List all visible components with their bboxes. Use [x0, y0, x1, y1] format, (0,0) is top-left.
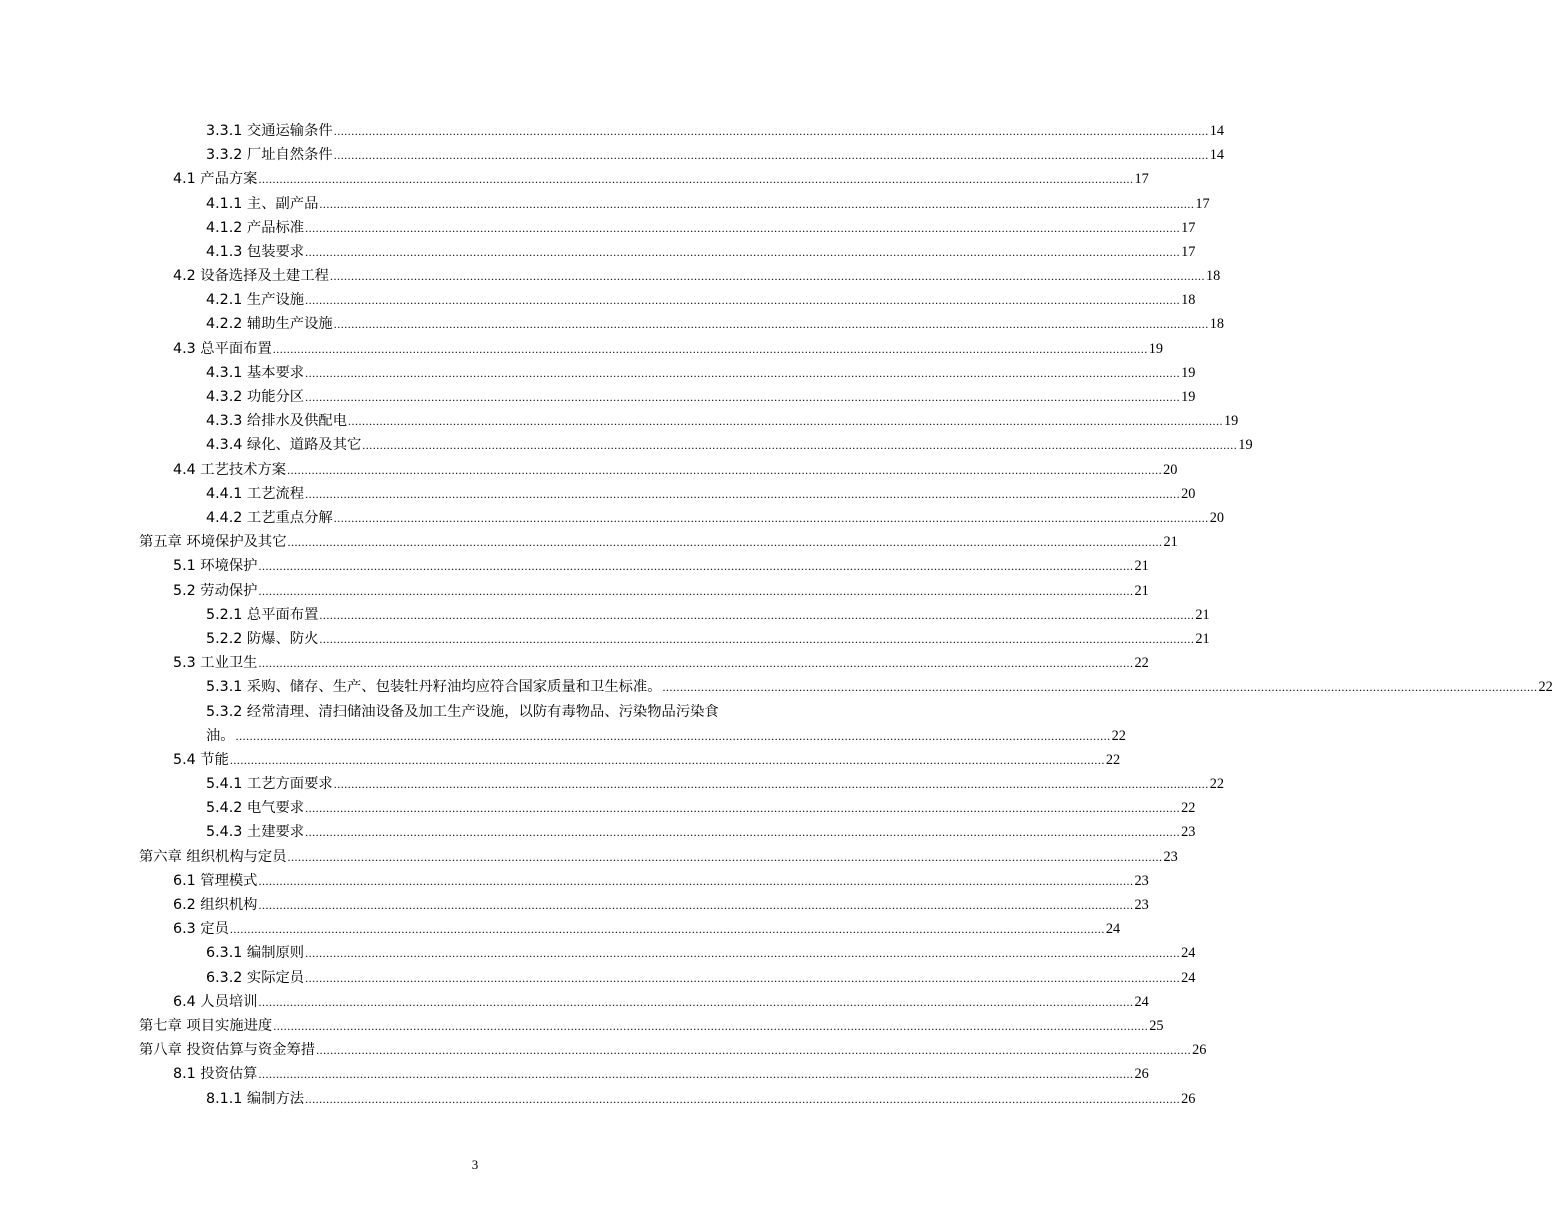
toc-entry-title: 4.2 设备选择及土建工程 [173, 268, 329, 285]
toc-leader-dots [330, 264, 1205, 288]
toc-entry[interactable] [0, 772, 1224, 796]
toc-entry[interactable] [0, 820, 1196, 844]
toc-page-number: 19 [1181, 364, 1196, 381]
toc-leader-dots [663, 675, 1538, 699]
toc-page-number: 26 [1134, 1066, 1149, 1083]
toc-page-number: 21 [1195, 606, 1210, 623]
toc-page-number: 23 [1134, 872, 1149, 889]
toc-leader-dots [258, 1062, 1133, 1086]
toc-page-number: 20 [1163, 461, 1178, 478]
toc-entry-title: 5.3 工业卫生 [173, 655, 258, 672]
toc-leader-dots [305, 216, 1180, 240]
toc-entry-title: 第八章 投资估算与资金筹措 [139, 1042, 316, 1059]
toc-entry[interactable] [0, 917, 1121, 941]
toc-entry[interactable] [0, 700, 1126, 748]
toc-entry[interactable] [0, 627, 1210, 651]
toc-leader-dots [319, 603, 1194, 627]
toc-leader-dots [319, 627, 1194, 651]
toc-leader-dots [288, 845, 1163, 869]
toc-leader-dots [258, 651, 1133, 675]
toc-entry-title: 4.2.2 辅助生产设施 [206, 316, 333, 333]
toc-entry-title: 8.1 投资估算 [173, 1066, 258, 1083]
toc-entry-title: 5.3.2 经常清理、清扫储油设备及加工生产设施，以防有毒物品、污染物品污染食 [206, 703, 719, 720]
toc-entry-title: 6.2 组织机构 [173, 897, 258, 913]
toc-page-number: 17 [1134, 171, 1149, 188]
toc-entry-title-continued: 油。 [206, 727, 235, 744]
toc-entry[interactable] [0, 1014, 1164, 1038]
toc-page-number: 25 [1149, 1017, 1164, 1034]
toc-entry[interactable] [0, 966, 1196, 990]
toc-leader-dots [334, 506, 1209, 530]
toc-entry-title: 4.2.1 生产设施 [206, 292, 305, 309]
toc-leader-dots [305, 385, 1180, 409]
toc-leader-dots [258, 990, 1133, 1014]
toc-entry-title: 6.3.2 实际定员 [206, 969, 305, 986]
toc-entry-title: 5.4.2 电气要求 [206, 800, 305, 817]
toc-entry[interactable] [0, 192, 1210, 216]
toc-entry[interactable] [0, 675, 1553, 699]
toc-page-number: 22 [1209, 776, 1224, 793]
toc-page-number: 24 [1181, 945, 1196, 962]
toc-leader-dots [334, 119, 1209, 143]
toc-leader-dots [258, 167, 1133, 191]
toc-entry[interactable] [0, 337, 1164, 361]
toc-entry-title: 5.2.1 总平面布置 [206, 606, 319, 623]
toc-leader-dots [362, 433, 1237, 457]
toc-page-number: 22 [1105, 751, 1121, 768]
toc-page-number: 20 [1209, 509, 1224, 526]
toc-leader-dots [305, 240, 1180, 264]
toc-entry[interactable] [0, 240, 1196, 264]
toc-entry[interactable] [0, 288, 1196, 312]
toc-page-number: 19 [1224, 413, 1239, 430]
toc-entry-title: 3.3.1 交通运输条件 [206, 122, 333, 139]
toc-page-number: 19 [1238, 437, 1253, 454]
toc-leader-dots [258, 554, 1133, 578]
toc-entry[interactable] [0, 433, 1253, 457]
toc-leader-dots [236, 724, 1111, 748]
toc-entry-title: 5.4.1 工艺方面要求 [206, 776, 333, 793]
toc-entry-title: 5.3.1 采购、储存、生产、包装牡丹籽油均应符合国家质量和卫生标准。 [206, 679, 662, 696]
toc-entry[interactable] [0, 941, 1196, 965]
toc-leader-dots [334, 772, 1209, 796]
toc-page-number: 23 [1134, 897, 1149, 913]
toc-entry-title: 5.2.2 防爆、防火 [206, 630, 319, 647]
toc-entry-title: 4.1.3 包装要求 [206, 243, 305, 260]
toc-page-number: 24 [1105, 921, 1121, 938]
toc-entry[interactable] [0, 482, 1196, 506]
toc-page-number: 22 [1181, 800, 1196, 817]
toc-entry-title: 8.1.1 编制方法 [206, 1090, 305, 1107]
toc-page-number: 21 [1134, 558, 1149, 575]
toc-leader-dots [258, 579, 1133, 603]
toc-entry[interactable] [0, 264, 1221, 288]
toc-entry[interactable] [0, 603, 1210, 627]
toc-leader-dots [305, 966, 1180, 990]
toc-entry-title: 4.4.1 工艺流程 [206, 485, 305, 502]
toc-leader-dots [348, 409, 1223, 433]
toc-entry[interactable] [0, 385, 1196, 409]
toc-leader-dots [305, 361, 1180, 385]
toc-page-number: 22 [1134, 655, 1149, 672]
toc-page-number: 14 [1209, 122, 1224, 139]
toc-entry-title: 5.2 劳动保护 [173, 582, 258, 599]
toc-entry-title: 4.1.2 产品标准 [206, 219, 305, 236]
toc-leader-dots [288, 530, 1163, 554]
toc-entry-title: 4.3 总平面布置 [173, 340, 272, 357]
toc-page-number: 21 [1163, 534, 1178, 551]
toc-entry[interactable] [0, 990, 1149, 1014]
toc-page-number: 23 [1181, 824, 1196, 841]
toc-entry[interactable] [0, 1062, 1149, 1086]
toc-page-number: 24 [1181, 969, 1196, 986]
toc-page-number: 26 [1192, 1042, 1207, 1059]
toc-entry[interactable] [0, 869, 1149, 893]
table-of-contents [0, 119, 1553, 1111]
toc-leader-dots [334, 143, 1209, 167]
toc-entry[interactable] [0, 313, 1224, 337]
toc-entry-title: 6.1 管理模式 [173, 872, 258, 889]
toc-entry[interactable] [0, 845, 1178, 869]
toc-entry-title: 6.4 人员培训 [173, 993, 258, 1010]
toc-page-number: 17 [1181, 243, 1196, 260]
toc-leader-dots [230, 748, 1105, 772]
toc-entry-title: 4.1.1 主、副产品 [206, 195, 319, 212]
toc-entry-title: 4.3.3 给排水及供配电 [206, 413, 347, 430]
toc-leader-dots [258, 893, 1133, 917]
toc-entry-title: 第六章 组织机构与定员 [139, 848, 287, 865]
toc-entry[interactable] [0, 530, 1178, 554]
toc-entry-title: 4.4 工艺技术方案 [173, 461, 287, 478]
toc-leader-dots [287, 458, 1162, 482]
toc-page-number: 21 [1195, 630, 1210, 647]
toc-page-number: 21 [1134, 582, 1149, 599]
toc-entry[interactable] [0, 361, 1196, 385]
toc-entry-title: 4.4.2 工艺重点分解 [206, 509, 333, 526]
toc-page-number: 22 [1538, 679, 1553, 696]
toc-entry-title: 5.1 环境保护 [173, 558, 258, 575]
toc-leader-dots [273, 337, 1148, 361]
toc-entry-title: 6.3 定员 [173, 921, 229, 938]
toc-leader-dots [316, 1038, 1191, 1062]
toc-leader-dots [334, 312, 1209, 336]
toc-entry[interactable] [0, 216, 1196, 240]
toc-entry-title: 第五章 环境保护及其它 [139, 534, 287, 551]
toc-entry[interactable] [0, 1038, 1207, 1062]
toc-page-number: 18 [1205, 268, 1221, 285]
toc-leader-dots [273, 1014, 1148, 1038]
toc-entry[interactable] [0, 409, 1239, 433]
toc-entry-title: 3.3.2 厂址自然条件 [206, 147, 333, 164]
toc-leader-dots [305, 820, 1180, 844]
toc-entry[interactable] [0, 796, 1196, 820]
toc-page-number: 18 [1209, 316, 1224, 333]
toc-leader-dots [305, 796, 1180, 820]
toc-leader-dots [319, 192, 1194, 216]
toc-page-number: 19 [1181, 389, 1196, 406]
toc-entry[interactable] [0, 167, 1149, 191]
toc-entry-title: 4.1 产品方案 [173, 171, 258, 188]
toc-entry-title: 4.3.2 功能分区 [206, 389, 305, 406]
toc-leader-dots [258, 869, 1133, 893]
toc-leader-dots [230, 917, 1105, 941]
page-number: 3 [471, 1157, 479, 1172]
toc-entry-title: 6.3.1 编制原则 [206, 945, 305, 962]
toc-entry[interactable] [0, 651, 1149, 675]
toc-entry[interactable] [0, 579, 1149, 603]
toc-page-number: 14 [1209, 147, 1224, 164]
toc-entry[interactable] [0, 143, 1224, 167]
toc-page-number: 23 [1163, 848, 1178, 865]
toc-leader-dots [305, 941, 1180, 965]
toc-entry[interactable] [0, 554, 1149, 578]
toc-leader-dots [305, 1087, 1180, 1111]
toc-page-number: 17 [1195, 195, 1210, 212]
toc-entry[interactable] [0, 119, 1224, 143]
toc-page-number: 24 [1134, 993, 1149, 1010]
toc-page-number: 20 [1181, 485, 1196, 502]
toc-leader-dots [305, 288, 1180, 312]
toc-page-number: 19 [1148, 340, 1164, 357]
toc-entry-title: 4.3.4 绿化、道路及其它 [206, 437, 362, 454]
toc-entry[interactable] [0, 458, 1178, 482]
toc-entry[interactable] [0, 1087, 1196, 1111]
toc-entry-title: 第七章 项目实施进度 [139, 1017, 273, 1034]
toc-leader-dots [305, 482, 1180, 506]
toc-page-number: 18 [1181, 292, 1196, 309]
toc-entry[interactable] [0, 748, 1121, 772]
toc-entry[interactable] [0, 506, 1224, 530]
toc-entry[interactable] [0, 893, 1149, 917]
toc-entry-title: 5.4 节能 [173, 751, 229, 768]
toc-page-number: 26 [1181, 1090, 1196, 1107]
toc-page-number: 22 [1111, 727, 1126, 744]
toc-entry-title: 4.3.1 基本要求 [206, 364, 305, 381]
toc-entry-title: 5.4.3 土建要求 [206, 824, 305, 841]
toc-page-number: 17 [1181, 219, 1196, 236]
